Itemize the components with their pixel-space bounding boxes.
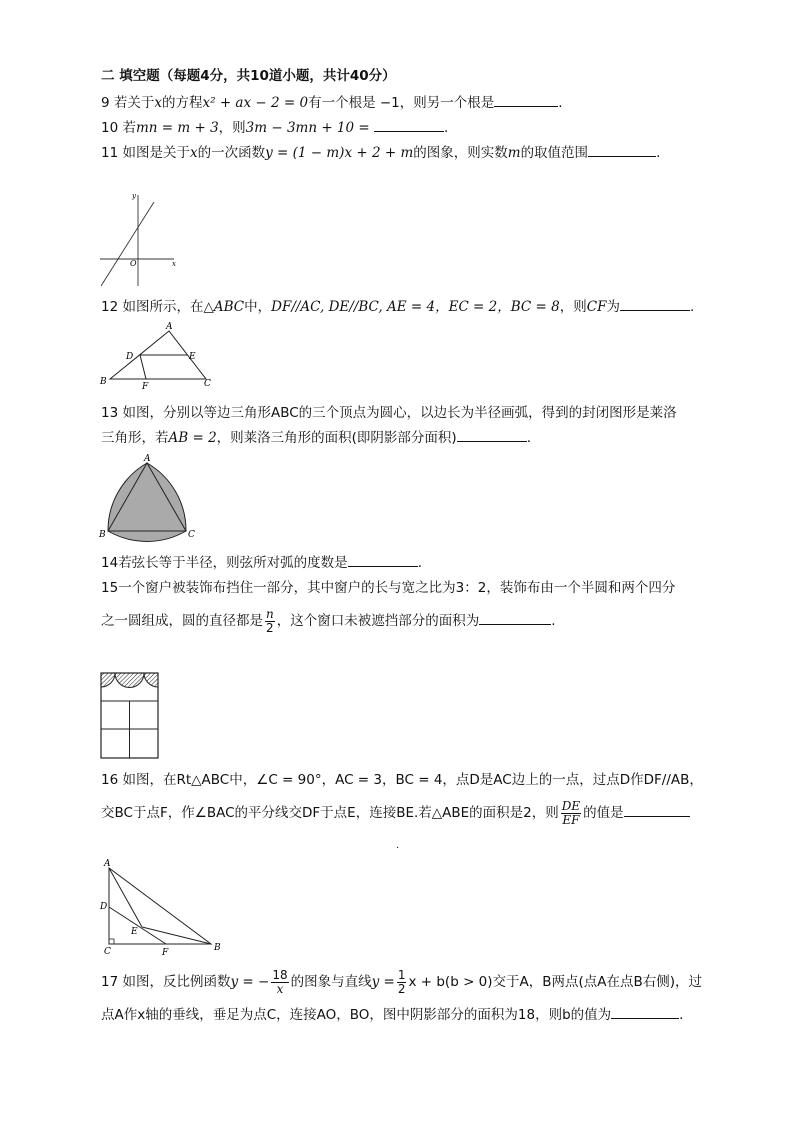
q15-answer-blank[interactable]	[479, 610, 551, 625]
svg-text:C: C	[188, 530, 195, 540]
stray-dot: .	[396, 840, 400, 851]
question-9: 9 若关于x的方程x² + ax − 2 = 0有一个根是 −1，则另一个根是 .	[101, 92, 563, 113]
svg-text:E: E	[131, 927, 138, 937]
question-13-line1: 13 如图，分别以等边三角形ABC的三个顶点为圆心，以边长为半径画弧，得到的封闭图形是莱洛	[101, 405, 677, 421]
left-quarter-circle	[101, 673, 115, 687]
svg-text:F: F	[142, 382, 149, 392]
svg-text:C: C	[204, 379, 211, 389]
svg-text:A: A	[144, 454, 151, 464]
question-11: 11 如图是关于x的一次函数y = (1 − m)x + 2 + m的图象，则实数m的取值范围 .	[101, 142, 660, 163]
y-label: y	[132, 192, 136, 200]
q9-number: 9	[101, 95, 110, 111]
right-angle-mark	[109, 939, 114, 944]
question-17-line2: 点A作x轴的垂线，垂足为点C，连接AO，BO，图中阴影部分的面积为18，则b的值为 .	[101, 1004, 683, 1025]
question-10: 10 若mn = m + 3，则3m − 3mn + 10 = .	[101, 117, 448, 138]
svg-text:B: B	[99, 530, 106, 540]
q16-right-triangle-figure	[96, 858, 228, 956]
q17-answer-blank[interactable]	[611, 1004, 679, 1019]
svg-text:A: A	[166, 322, 173, 332]
q13-reuleaux-figure	[96, 452, 206, 544]
segment-df	[140, 355, 146, 379]
q10-answer-blank[interactable]	[374, 117, 444, 132]
question-15-line1: 15一个窗户被装饰布挡住一部分，其中窗户的长与宽之比为3：2，装饰布由一个半圆和两个四分	[101, 580, 676, 596]
question-13-line2: 三角形，若AB = 2，则莱洛三角形的面积(即阴影部分面积) .	[101, 427, 531, 448]
q11-answer-blank[interactable]	[588, 142, 656, 157]
q11-graph-figure	[96, 190, 180, 290]
svg-text:C: C	[104, 947, 111, 957]
q12-answer-blank[interactable]	[620, 296, 690, 311]
question-14: 14若弦长等于半径，则弦所对弧的度数是 .	[101, 552, 422, 573]
question-17-line1: 17 如图，反比例函数y = − $\frac{18}{x}$ 的图象与直线y = $\frac{1}{2}$ x + b(b > 0)交于A，B两点(点A在点B右侧)，过	[101, 967, 703, 996]
svg-text:D: D	[126, 352, 134, 362]
question-15-line2: 之一圆组成，圆的直径都是 $\frac{n}{2}$ ，这个窗口未被遮挡部分的面积为 .	[101, 606, 556, 635]
question-16-line1: 16 如图，在Rt△ABC中，∠C = 90°，AC = 3，BC = 4，点D是AC边上的一点，过点D作DF//AB，	[101, 772, 703, 788]
question-16-line2: 交BC于点F，作∠BAC的平分线交DF于点E，连接BE.若△ABE的面积是2，则 $\frac{DE}{EF}$ 的值是	[101, 796, 690, 830]
function-line	[101, 202, 154, 286]
svg-text:F: F	[162, 948, 169, 958]
semicircle	[115, 673, 144, 687]
svg-text:D: D	[100, 902, 108, 912]
q12-triangle-figure	[96, 320, 221, 390]
q13-answer-blank[interactable]	[457, 427, 527, 442]
svg-text:B: B	[214, 943, 221, 953]
question-12: 12 如图所示，在△ABC中，DF//AC, DE//BC, AE = 4，EC = 2，BC = 8，则CF为 .	[101, 296, 694, 317]
segment-df	[109, 907, 166, 944]
svg-text:E: E	[189, 352, 196, 362]
q15-window-figure	[96, 668, 166, 764]
svg-text:A: A	[104, 859, 111, 869]
q9-equation: x² + ax − 2 = 0	[202, 95, 309, 111]
svg-text:B: B	[100, 377, 107, 387]
q9-answer-blank[interactable]	[494, 92, 558, 107]
section-title: 二 填空题（每题4分，共10道小题，共计40分）	[101, 68, 396, 84]
origin-label: O	[130, 259, 137, 268]
x-label: x	[172, 260, 176, 268]
reuleaux-shaded-region	[108, 463, 186, 541]
q14-answer-blank[interactable]	[348, 552, 418, 567]
q16-answer-blank[interactable]	[624, 802, 690, 817]
right-quarter-circle	[144, 673, 158, 687]
